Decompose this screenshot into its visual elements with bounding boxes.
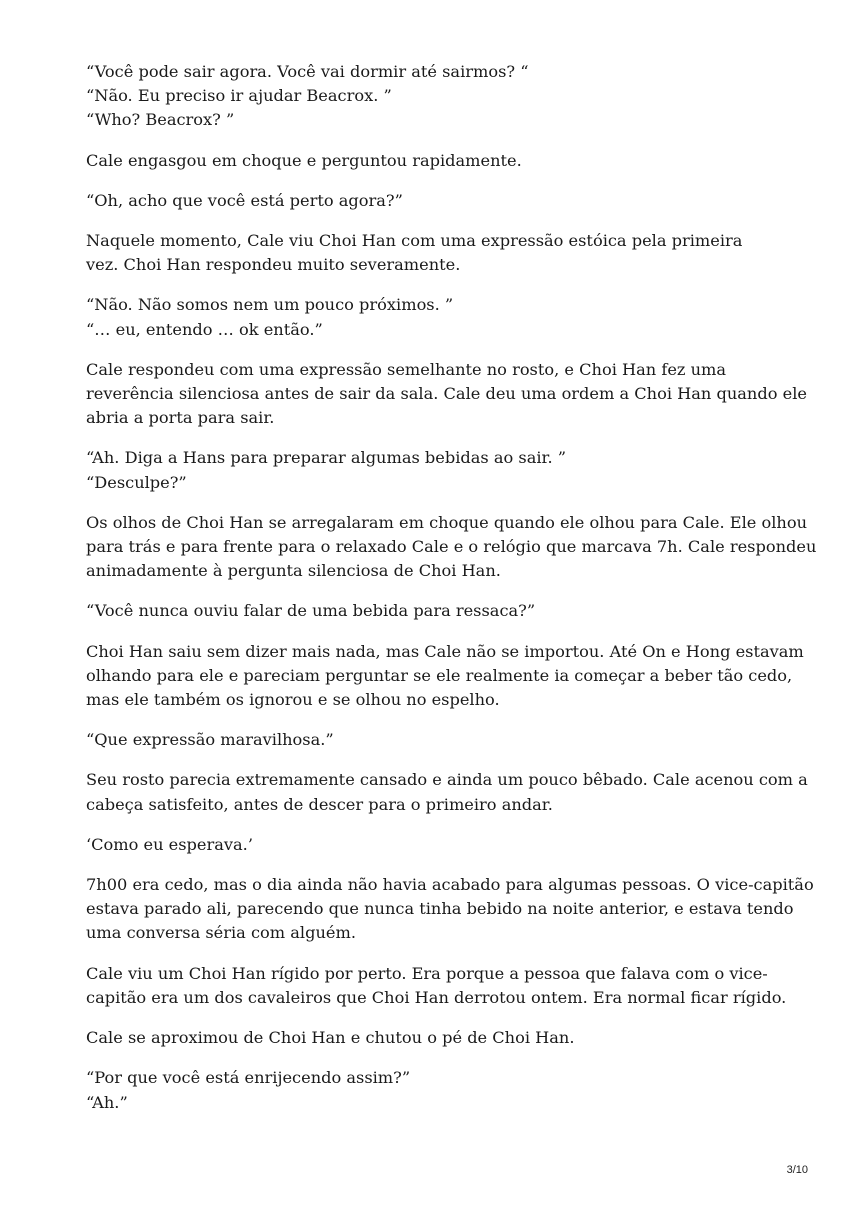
text-line: Cale viu um Choi Han rígido por perto. Era porque a pessoa que falava com o vice-: [86, 963, 768, 983]
paragraph: [86, 599, 786, 623]
text-line: “Não. Não somos nem um pouco próximos. ”: [86, 295, 454, 315]
page-number: 3/10: [786, 1164, 808, 1176]
text-line: “Não. Eu preciso ir ajudar Beacrox. ”: [86, 86, 392, 106]
paragraph: [86, 511, 817, 584]
text-line: para trás e para frente para o relaxado Cale e o relógio que marcava 7h. Cale respondeu: [86, 537, 817, 557]
document-body: [86, 60, 817, 1131]
text-line: “Você pode sair agora. Você vai dormir até sairmos? “: [86, 62, 529, 81]
text-line: estava parado ali, parecendo que nunca tinha bebido na noite anterior, e estava tendo: [86, 899, 794, 919]
text-line: “Desculpe?”: [86, 472, 187, 492]
text-line: reverência silenciosa antes de sair da sala. Cale deu uma ordem a Choi Han quando ele: [86, 384, 807, 404]
text-line: “Oh, acho que você está perto agora?”: [86, 190, 403, 210]
text-line: 7h00 era cedo, mas o dia ainda não havia acabado para algumas pessoas. O vice-capitão: [86, 875, 814, 895]
text-line: Choi Han saiu sem dizer mais nada, mas Cale não se importou. Até On e Hong estavam: [86, 641, 804, 661]
text-line: “… eu, entendo … ok então.”: [86, 319, 323, 339]
paragraph: [86, 728, 786, 752]
text-line: ‘Como eu esperava.’: [86, 834, 253, 854]
paragraph: [86, 1026, 786, 1050]
paragraph: [86, 1066, 786, 1114]
text-line: animadamente à pergunta silenciosa de Choi Han.: [86, 561, 501, 581]
paragraph: [86, 833, 786, 857]
text-line: capitão era um dos cavaleiros que Choi Han derrotou ontem. Era normal ficar rígido.: [86, 987, 787, 1007]
paragraph: [86, 358, 807, 431]
text-line: Cale engasgou em choque e perguntou rapidamente.: [86, 150, 522, 170]
text-line: “Ah.”: [86, 1092, 128, 1112]
text-line: mas ele também os ignorou e se olhou no espelho.: [86, 690, 500, 710]
paragraph: [86, 189, 786, 213]
paragraph: [86, 873, 814, 946]
paragraph: [86, 293, 786, 341]
paragraph: [86, 962, 786, 1010]
text-line: “Who? Beacrox? ”: [86, 110, 235, 130]
text-line: abria a porta para sair.: [86, 408, 275, 428]
text-line: “Você nunca ouviu falar de uma bebida para ressaca?”: [86, 601, 536, 621]
text-line: “Por que você está enrijecendo assim?”: [86, 1068, 411, 1088]
paragraph: [86, 640, 804, 713]
text-line: Cale se aproximou de Choi Han e chutou o pé de Choi Han.: [86, 1028, 575, 1048]
paragraph: [86, 229, 786, 277]
text-line: Cale respondeu com uma expressão semelhante no rosto, e Choi Han fez uma: [86, 359, 727, 379]
text-line: uma conversa séria com alguém.: [86, 923, 356, 943]
text-line: Naquele momento, Cale viu Choi Han com uma expressão estóica pela primeira: [86, 231, 743, 251]
text-line: vez. Choi Han respondeu muito severamente.: [86, 255, 461, 275]
paragraph: [86, 60, 786, 133]
text-line: Os olhos de Choi Han se arregalaram em choque quando ele olhou para Cale. Ele olhou: [86, 512, 807, 532]
paragraph: [86, 768, 808, 816]
paragraph: [86, 149, 786, 173]
paragraph: [86, 446, 786, 494]
text-line: olhando para ele e pareciam perguntar se ele realmente ia começar a beber tão cedo,: [86, 665, 793, 685]
text-line: cabeça satisfeito, antes de descer para o primeiro andar.: [86, 794, 553, 814]
text-line: “Ah. Diga a Hans para preparar algumas bebidas ao sair. ”: [86, 448, 567, 468]
text-line: “Que expressão maravilhosa.”: [86, 730, 334, 750]
text-line: Seu rosto parecia extremamente cansado e ainda um pouco bêbado. Cale acenou com a: [86, 770, 808, 790]
